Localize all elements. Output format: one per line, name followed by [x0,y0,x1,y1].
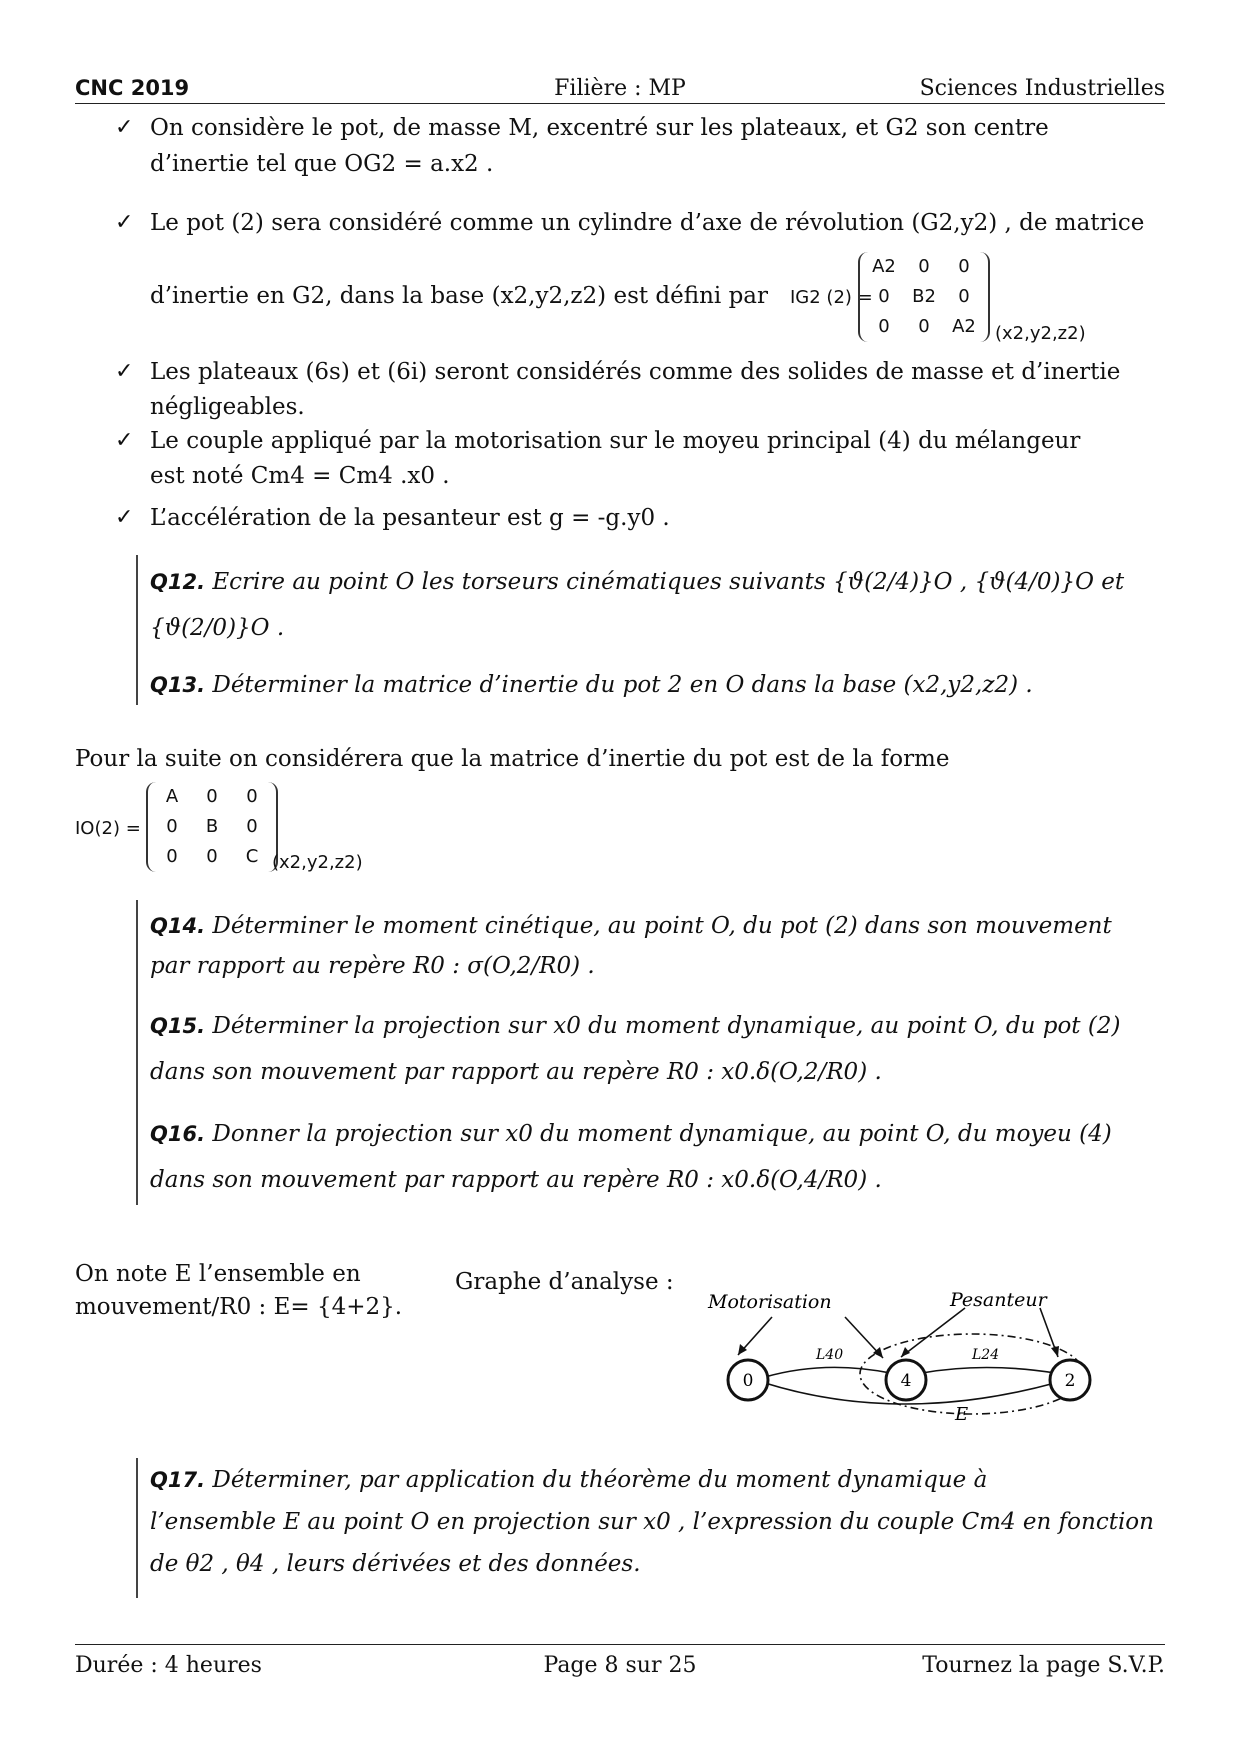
question-bar [136,900,138,1205]
question-q14: Q14. Déterminer le moment cinétique, au point O, du pot (2) dans son mouvement [150,913,1112,939]
link-l40 [765,1367,890,1377]
footer-turn-page: Tournez la page S.V.P. [922,1653,1165,1678]
question-q12: Q12. Ecrire au point O les torseurs cinématiques suivants {ϑ(2/4)}O , {ϑ(4/0)}O et [150,569,1125,595]
question-bar [136,555,138,705]
question-q16: Q16. Donner la projection sur x0 du moment dynamique, au point O, du moyeu (4) [150,1121,1112,1147]
label-l40: L40 [816,1347,844,1363]
question-q15-line-2: dans son mouvement par rapport au repère R0 : x0.δ(O,2/R0) . [150,1059,882,1085]
inertia-matrix-o: A 0 0 0 B 0 0 0 C [146,782,278,872]
bullet-3-line-1: Les plateaux (6s) et (6i) seront considérés comme des solides de masse et d’inertie [150,359,1121,385]
link-l24 [922,1368,1055,1374]
bullet-3-line-2: négligeables. [150,394,305,420]
header-rule [75,103,1165,104]
question-q12-line-2: {ϑ(2/0)}O . [150,615,285,641]
question-q13: Q13. Déterminer la matrice d’inertie du pot 2 en O dans la base (x2,y2,z2) . [150,672,1033,698]
question-q15: Q15. Déterminer la projection sur x0 du moment dynamique, au point O, du pot (2) [150,1013,1121,1039]
question-bar [136,1458,138,1598]
question-q17-line-2: l’ensemble E au point O en projection sur x0 , l’expression du couple Cm4 en fonction [150,1509,1154,1535]
node-4-label: 4 [900,1371,912,1391]
arrowhead-icon [1051,1346,1059,1357]
label-e: E [955,1404,969,1425]
label-pesanteur: Pesanteur [950,1289,1047,1311]
header-exam: CNC 2019 [75,76,190,100]
ensemble-line-1: On note E l’ensemble en [75,1261,361,1287]
footer-duration: Durée : 4 heures [75,1653,262,1678]
inertia-matrix-g2: A2 0 0 0 B2 0 0 0 A2 [858,252,990,342]
graphe-title: Graphe d’analyse : [455,1269,674,1295]
question-q17: Q17. Déterminer, par application du théorème du moment dynamique à [150,1467,988,1493]
question-q16-line-2: dans son mouvement par rapport au repère R0 : x0.δ(O,4/R0) . [150,1167,882,1193]
suite-text: Pour la suite on considérera que la matrice d’inertie du pot est de la forme [75,746,950,772]
question-q14-line-2: par rapport au repère R0 : σ(O,2/R0) . [150,953,595,979]
check-icon: ✓ [115,115,134,140]
bullet-1-line-2: d’inertie tel que OG2 = a.x2 . [150,151,494,177]
node-0-label: 0 [742,1371,754,1391]
node-2-label: 2 [1064,1371,1076,1391]
bullet-4-line-2: est noté Cm4 = Cm4 .x0 . [150,463,450,489]
check-icon: ✓ [115,428,134,453]
inertia-basis-g2: (x2,y2,z2) [995,323,1086,344]
question-q17-line-3: de θ2 , θ4 , leurs dérivées et des données. [150,1551,641,1577]
header-subject: Sciences Industrielles [919,76,1165,101]
footer-rule [75,1644,1165,1645]
arrow-pesanteur-4 [901,1308,965,1357]
label-motorisation: Motorisation [708,1291,832,1313]
bullet-2-line-2: d’inertie en G2, dans la base (x2,y2,z2) est défini par [150,283,769,309]
check-icon: ✓ [115,505,134,530]
bullet-2-line-1: Le pot (2) sera considéré comme un cylindre d’axe de révolution (G2,y2) , de matrice [150,210,1145,236]
inertia-lhs-o: IO(2) = [75,818,141,839]
bullet-4-line-1: Le couple appliqué par la motorisation sur le moyeu principal (4) du mélangeur [150,428,1081,454]
check-icon: ✓ [115,210,134,235]
bullet-5-line-1: L’accélération de la pesanteur est g = -g.y0 . [150,505,670,531]
footer-page-number: Page 8 sur 25 [543,1653,697,1678]
header-filiere: Filière : MP [554,76,686,101]
analysis-graph [700,1270,1100,1430]
inertia-basis-o: (x2,y2,z2) [272,852,363,873]
ensemble-line-2: mouvement/R0 : E= {4+2}. [75,1294,403,1320]
check-icon: ✓ [115,359,134,384]
label-l24: L24 [972,1347,1000,1363]
arrowhead-icon [901,1347,910,1357]
inertia-lhs-g2: IG2 (2) = [790,287,873,308]
bullet-1-line-1: On considère le pot, de masse M, excentré sur les plateaux, et G2 son centre [150,115,1049,141]
